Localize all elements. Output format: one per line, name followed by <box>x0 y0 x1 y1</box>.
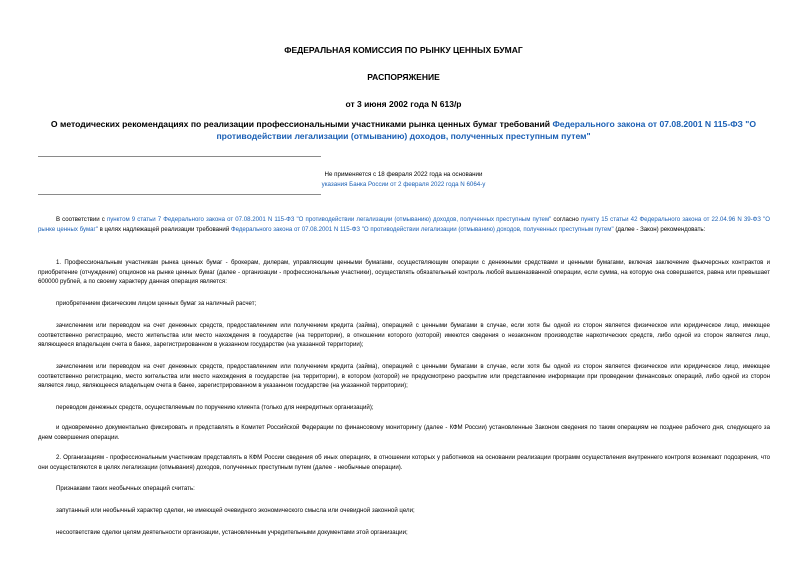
paragraph: зачислением или переводом на счет денежных средств, предоставлением или получением кредита (займа), операцией с ценными бумагами в случае, если хотя бы одной из сторон является физическое или юридическое лицо, имеющее соответственно регистрацию, место жительства или место нахождения в государстве (на территории), в котором (которой) не предусмотрено раскрытие или представление информации при проведении финансовых операций, либо одной из сторон является лицо, являющееся владельцем счета в банке, зарегистрированном в указанном государстве (на указанной территории); <box>38 363 770 389</box>
date-number-heading: от 3 июня 2002 года N 613/р <box>345 99 462 109</box>
doc-type-heading: РАСПОРЯЖЕНИЕ <box>367 72 440 82</box>
paragraph: несоответствие сделки целям деятельности организации, установленным учредительными документами этой организации; <box>56 529 408 536</box>
notice-link[interactable]: указания Банка России от 2 февраля 2022 года N 6064-у <box>321 181 486 188</box>
paragraph: приобретением физическим лицом ценных бумаг за наличный расчет; <box>56 300 257 307</box>
agency-heading: ФЕДЕРАЛЬНАЯ КОМИССИЯ ПО РЫНКУ ЦЕННЫХ БУМАГ <box>284 45 523 55</box>
paragraph: 1. Профессиональным участникам рынка ценных бумаг - брокерам, дилерам, управляющим ценными бумагами, осуществляющим операции с денежными средствами и ценными бумагами, включая заключение фьючерсных контрактов и приобретение (отчуждение) опционов на рынке ценных бумаг (далее - организации - профессиональные участники), осуществлять обязательный контроль любой вышеназванной операции, если сумма, на которую она совершается, равна или превышает 600000 рублей, а по своему характеру данная операция является: <box>38 259 770 285</box>
intro-text-1: В соответствии с <box>56 216 107 223</box>
intro-text-4: (далее - Закон) рекомендовать: <box>613 225 706 233</box>
paragraph: зачислением или переводом на счет денежных средств, предоставлением или получением кредита (займа), операцией с ценными бумагами в случае, если хотя бы одной из сторон является физическое или юридическое лицо, имеющее соответственно регистрацию, место жительства или место нахождения в государстве (на территории), в отношении которого (которой) имеются сведения о незаконном производстве наркотических средств, либо одной из сторон является лицо, являющееся владельцем счета в банке, зарегистрированном в указанном государстве (на указанной территории); <box>38 322 770 348</box>
notice-block <box>300 170 507 190</box>
paragraph: запутанный или необычный характер сделки, не имеющей очевидного экономического смысла или очевидной законной цели; <box>56 507 415 514</box>
intro-text-2: согласно <box>551 216 581 223</box>
title-text: О методических рекомендациях по реализации профессиональными участниками рынка ценных бумаг требований <box>50 119 553 129</box>
top-divider <box>38 156 321 157</box>
intro-text-3: в целях надлежащей реализации требований <box>97 225 231 233</box>
intro-link-1[interactable]: пунктом 9 статьи 7 Федерального закона от 07.08.2001 N 115-ФЗ "О противодействии легализации (отмыванию) доходов, полученных преступным путем" <box>106 216 552 223</box>
bottom-divider <box>38 194 321 195</box>
document-title <box>30 118 777 142</box>
notice-text: Не применяется с 18 февраля 2022 года на основании <box>324 171 483 178</box>
paragraph: 2. Организациям - профессиональным участникам представлять в КФМ России сведения об иных операциях, в отношении которых у работников на основании реализации программ осуществления внутреннего контроля возникают подозрения, что они осуществляются в целях легализации (отмывания) доходов, полученных преступным путем (далее - необычные операции). <box>38 454 770 471</box>
paragraph: и одновременно документально фиксировать и представлять в Комитет Российской Федерации по финансовому мониторингу (далее - КФМ России) установленные Законом сведения по таким операциям не позднее рабочего дня, следующего за днем совершения операции. <box>38 424 770 441</box>
intro-paragraph <box>38 215 770 234</box>
intro-link-2[interactable]: пункту 15 статьи 42 Федерального закона от 22.04.96 N 39-ФЗ "О рынке ценных бумаг" <box>38 216 770 233</box>
title-law-link[interactable]: Федерального закона от 07.08.2001 N 115-ФЗ "О противодействии легализации (отмыванию) доходов, полученных преступным путем" <box>216 119 757 141</box>
intro-link-3[interactable]: Федерального закона от 07.08.2001 N 115-ФЗ "О противодействии легализации (отмыванию) доходов, полученных преступным путем" <box>230 225 614 233</box>
paragraph: переводом денежных средств, осуществляемым по поручению клиента (только для некредитных организаций); <box>56 404 374 411</box>
paragraph: Признаками таких необычных операций считать: <box>56 485 195 492</box>
